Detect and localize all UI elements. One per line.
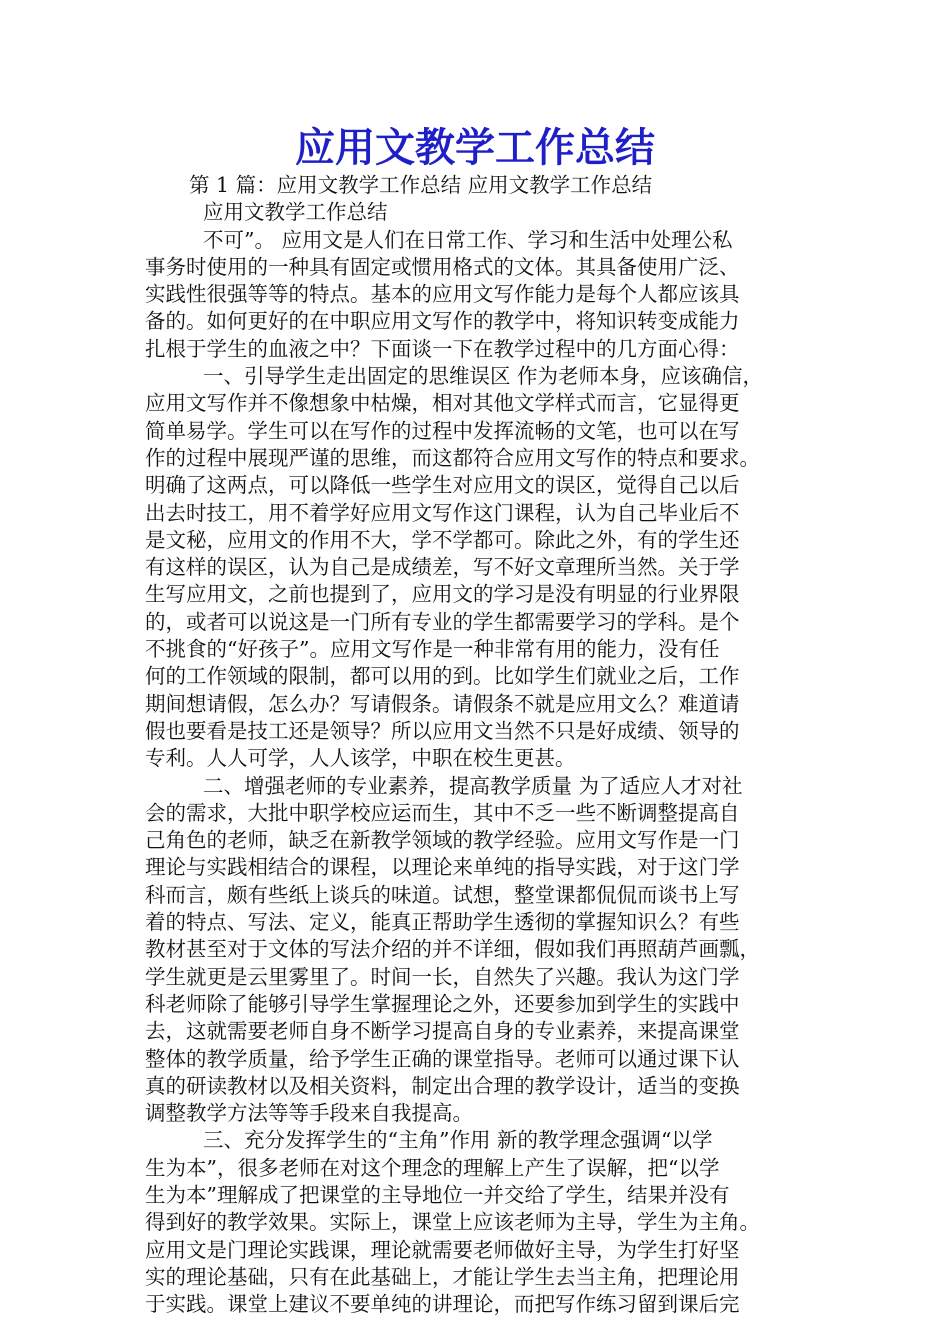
text-line: 明确了这两点，可以降低一些学生对应用文的误区，觉得自己以后 [145, 473, 740, 498]
text-line: 备的。如何更好的在中职应用文写作的教学中，将知识转变成能力 [145, 309, 740, 334]
article-heading: 第 1 篇：应用文教学工作总结 应用文教学工作总结 [189, 173, 653, 197]
text-line: 专利。人人可学，人人该学，中职在校生更甚。 [145, 746, 576, 771]
text-line: 整体的教学质量，给予学生正确的课堂指导。老师可以通过课下认 [145, 1046, 740, 1071]
text-line: 不挑食的“好孩子”。应用文写作是一种非常有用的能力，没有任 [145, 637, 720, 662]
text-line: 生写应用文，之前也提到了，应用文的学习是没有明显的行业界限 [145, 582, 740, 607]
text-line: 事务时使用的一种具有固定或惯用格式的文体。其具备使用广泛、 [145, 254, 740, 279]
text-line: 是文秘，应用文的作用不大，学不学都可。除此之外，有的学生还 [145, 527, 740, 552]
text-line: 假也要看是技工还是领导？所以应用文当然不只是好成绩、领导的 [145, 718, 740, 743]
text-line: 作的过程中展现严谨的思维，而这都符合应用文写作的特点和要求。 [145, 445, 760, 470]
article-subheading: 应用文教学工作总结 [203, 200, 388, 225]
text-line: 己角色的老师，缺乏在新教学领域的教学经验。应用文写作是一门 [145, 828, 740, 853]
text-line: 何的工作领域的限制，都可以用的到。比如学生们就业之后，工作 [145, 664, 740, 689]
text-line: 实的理论基础，只有在此基础上，才能让学生去当主角，把理论用 [145, 1264, 740, 1289]
text-line: 学生就更是云里雾里了。时间一长，自然失了兴趣。我认为这门学 [145, 964, 740, 989]
text-line: 实践性很强等等的特点。基本的应用文写作能力是每个人都应该具 [145, 282, 740, 307]
text-line: 应用文是门理论实践课，理论就需要老师做好主导，为学生打好坚 [145, 1237, 740, 1262]
text-line: 科而言，颇有些纸上谈兵的味道。试想，整堂课都侃侃而谈书上写 [145, 882, 740, 907]
text-line: 生为本”理解成了把课堂的主导地位一并交给了学生，结果并没有 [145, 1182, 730, 1207]
text-line: 的，或者可以说这是一门所有专业的学生都需要学习的学科。是个 [145, 609, 740, 634]
text-line: 真的研读教材以及相关资料，制定出合理的教学设计，适当的变换 [145, 1073, 740, 1098]
text-line: 三、充分发挥学生的“主角”作用 新的教学理念强调“以学 [203, 1128, 713, 1153]
text-line: 理论与实践相结合的课程，以理论来单纯的指导实践，对于这门学 [145, 855, 740, 880]
document-title: 应用文教学工作总结 [295, 125, 655, 171]
text-line: 简单易学。学生可以在写作的过程中发挥流畅的文笔，也可以在写 [145, 418, 740, 443]
text-line: 扎根于学生的血液之中？下面谈一下在教学过程中的几方面心得： [145, 336, 740, 361]
text-line: 二、增强老师的专业素养，提高教学质量 为了适应人才对社 [203, 773, 743, 798]
text-line: 得到好的教学效果。实际上，课堂上应该老师为主导，学生为主角。 [145, 1210, 760, 1235]
text-line: 会的需求，大批中职学校应运而生，其中不乏一些不断调整提高自 [145, 800, 740, 825]
text-line: 应用文写作并不像想象中枯燥，相对其他文学样式而言，它显得更 [145, 391, 740, 416]
text-line: 生为本”，很多老师在对这个理念的理解上产生了误解，把“以学 [145, 1155, 720, 1180]
text-line: 于实践。课堂上建议不要单纯的讲理论，而把写作练习留到课后完 [145, 1292, 740, 1317]
document-body [145, 172, 805, 1318]
paragraph-lines [145, 227, 805, 1319]
text-line: 一、引导学生走出固定的思维误区 作为老师本身，应该确信， [203, 364, 764, 389]
text-line: 期间想请假，怎么办？写请假条。请假条不就是应用文么？难道请 [145, 691, 740, 716]
text-line: 不可”。 应用文是人们在日常工作、学习和生活中处理公私 [203, 227, 733, 252]
text-line: 着的特点、写法、定义，能真正帮助学生透彻的掌握知识么？有些 [145, 910, 740, 935]
text-line: 有这样的误区，认为自己是成绩差，写不好文章理所当然。关于学 [145, 555, 740, 580]
text-line: 教材甚至对于文体的写法介绍的并不详细，假如我们再照葫芦画瓢， [145, 937, 760, 962]
text-line: 调整教学方法等等手段来自我提高。 [145, 1101, 473, 1126]
text-line: 出去时技工，用不着学好应用文写作这门课程，认为自己毕业后不 [145, 500, 740, 525]
text-line: 去，这就需要老师自身不断学习提高自身的专业素养，来提高课堂 [145, 1019, 740, 1044]
text-line: 科老师除了能够引导学生掌握理论之外，还要参加到学生的实践中 [145, 991, 740, 1016]
